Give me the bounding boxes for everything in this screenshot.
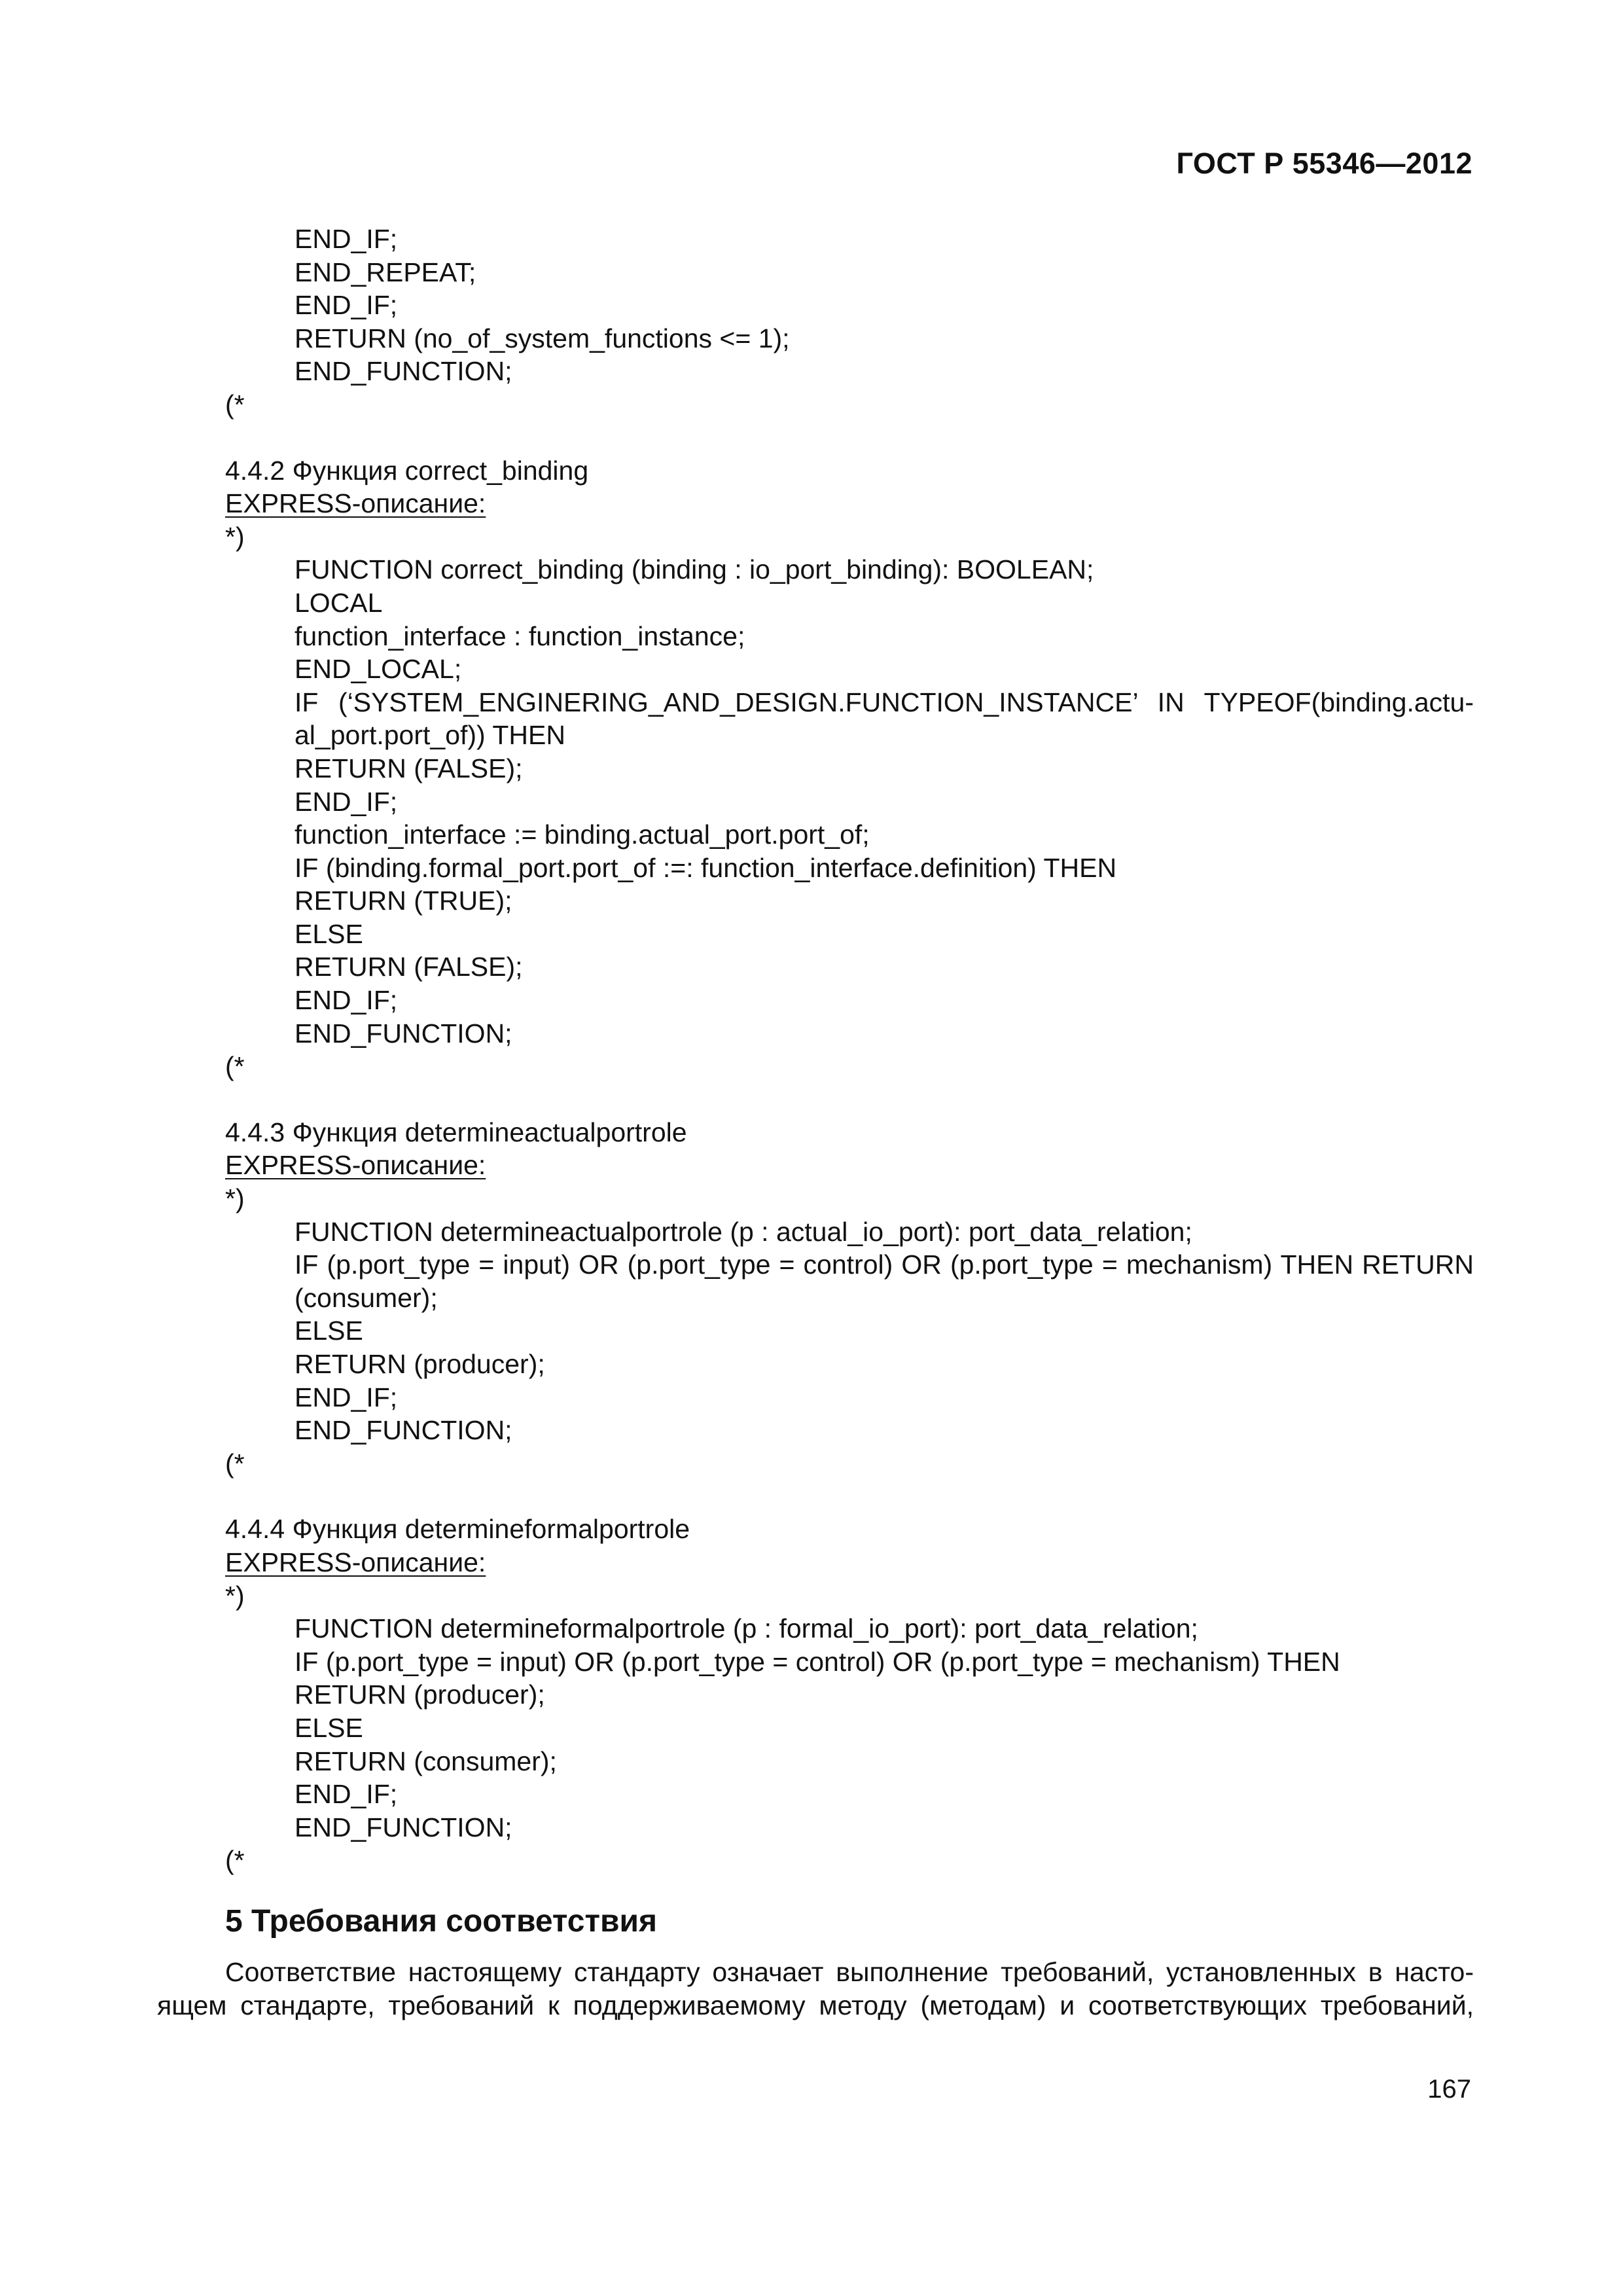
code-line: END_FUNCTION; (294, 356, 512, 387)
code-line: function_interface := binding.actual_port.port_of; (294, 819, 870, 850)
code-line: RETURN (FALSE); (294, 952, 523, 982)
code-line: END_IF; (294, 290, 398, 321)
code-block-previous-function (225, 223, 1474, 422)
section-4-4-4 (225, 1513, 1474, 1877)
subsection-title: 4.4.4 Функция determineformalportrole (225, 1514, 690, 1545)
code-line: IF (p.port_type = input) OR (p.port_type = control) OR (p.port_type = mechanism) THEN (294, 1646, 1340, 1677)
express-label: EXPRESS-описание: (225, 1150, 486, 1181)
code-line: RETURN (consumer); (294, 1746, 557, 1776)
conformance-paragraph (157, 1956, 1474, 2022)
comment-close-marker: *) (225, 1183, 245, 1214)
comment-close-marker: *) (225, 1580, 245, 1611)
code-line: END_IF; (294, 985, 398, 1016)
code-line: END_IF; (294, 1382, 398, 1412)
code-line: END_IF; (294, 786, 398, 817)
comment-open-marker: (* (225, 1845, 245, 1876)
comment-close-marker: *) (225, 521, 245, 552)
express-label: EXPRESS-описание: (225, 1547, 486, 1577)
subsection-title: 4.4.3 Функция determineactualportrole (225, 1117, 687, 1147)
page-number: 167 (1427, 2075, 1471, 2104)
code-line: END_LOCAL; (294, 654, 462, 685)
code-line: END_REPEAT; (294, 257, 476, 287)
code-line: FUNCTION determineformalportrole (p : formal_io_port): port_data_relation; (294, 1613, 1198, 1644)
paragraph-line: Соответствие настоящему стандарту означает выполнение требований, установленных в насто- (225, 1956, 1474, 1987)
subsection-title: 4.4.2 Функция correct_binding (225, 455, 589, 486)
code-line: RETURN (FALSE); (294, 753, 523, 783)
section-4-4-2 (225, 454, 1474, 1083)
comment-open-marker: (* (225, 1448, 245, 1479)
code-line: END_FUNCTION; (294, 1018, 512, 1049)
code-line: ELSE (294, 1712, 363, 1743)
code-line: END_FUNCTION; (294, 1415, 512, 1446)
code-line: al_port.port_of)) THEN (294, 720, 565, 751)
code-line: ELSE (294, 1316, 363, 1346)
code-line: RETURN (TRUE); (294, 886, 512, 916)
code-line: IF (p.port_type = input) OR (p.port_type = control) OR (p.port_type = mechanism) THEN RETURN (294, 1249, 1474, 1280)
section-4-4-3 (225, 1116, 1474, 1480)
comment-open-marker: (* (225, 389, 245, 420)
code-line: function_interface : function_instance; (294, 620, 745, 651)
code-line: (consumer); (294, 1282, 438, 1313)
code-line: END_FUNCTION; (294, 1812, 512, 1842)
section-heading: 5 Требования соответствия (225, 1903, 657, 1939)
code-line: LOCAL (294, 587, 383, 618)
paragraph-line: ящем стандарте, требований к поддерживаемому методу (методам) и соответствующих требований, (157, 1990, 1474, 2020)
code-line: IF (binding.formal_port.port_of :=: function_interface.definition) THEN (294, 852, 1117, 883)
code-line: IF (‘SYSTEM_ENGINERING_AND_DESIGN.FUNCTION_INSTANCE’ IN TYPEOF(binding.actu- (294, 687, 1474, 717)
express-label: EXPRESS-описание: (225, 488, 486, 519)
code-line: FUNCTION determineactualportrole (p : actual_io_port): port_data_relation; (294, 1216, 1192, 1247)
code-line: ELSE (294, 918, 363, 949)
page-content (157, 223, 1474, 2022)
code-line: FUNCTION correct_binding (binding : io_port_binding): BOOLEAN; (294, 554, 1094, 585)
code-line: RETURN (producer); (294, 1349, 545, 1379)
code-line: END_IF; (294, 1779, 398, 1810)
comment-open-marker: (* (225, 1051, 245, 1082)
standard-code-header: ГОСТ Р 55346—2012 (1176, 147, 1472, 180)
code-line: RETURN (no_of_system_functions <= 1); (294, 323, 790, 353)
code-line: RETURN (producer); (294, 1679, 545, 1710)
code-line: END_IF; (294, 224, 398, 254)
